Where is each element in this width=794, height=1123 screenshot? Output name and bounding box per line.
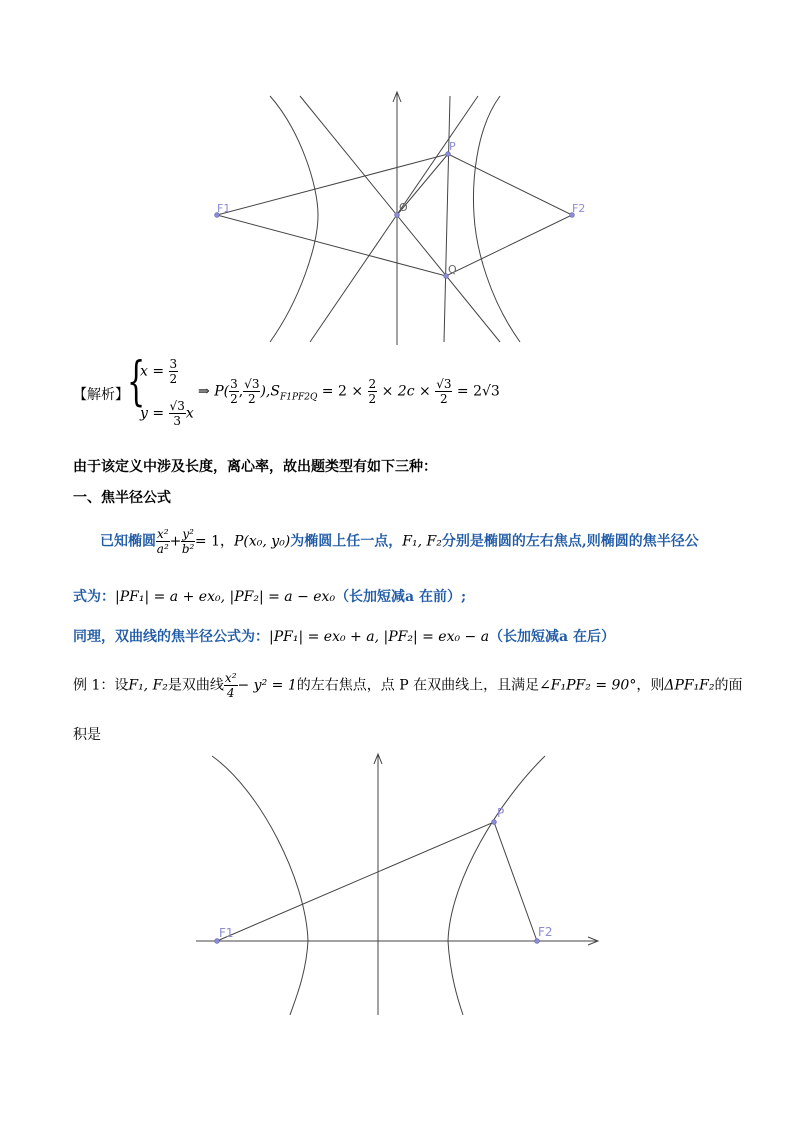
asymptote-1 xyxy=(300,96,500,342)
num: 3 xyxy=(169,357,178,371)
system-eq-y xyxy=(140,400,194,427)
num: 3 xyxy=(230,377,238,391)
ex-angle: ∠F₁PF₂ = 90° xyxy=(539,677,637,694)
hyper-text-a: 同理，双曲线的焦半径公式为： xyxy=(73,629,269,645)
num: 2 xyxy=(368,377,377,391)
ellipse-text-d: 式为： xyxy=(73,589,115,605)
solution-brace: { xyxy=(127,352,146,412)
triangle-pf1f2 xyxy=(217,822,537,941)
section-heading-1: 一、焦半径公式 xyxy=(73,490,171,506)
ellipse-formula-line xyxy=(73,586,466,606)
ellipse-formula: |PF₁| = a + ex₀, |PF₂| = a − ex₀ xyxy=(115,589,336,605)
hyper-formula: |PF₁| = ex₀ + a, |PF₂| = ex₀ − a xyxy=(269,629,490,645)
num: √3 xyxy=(244,377,260,391)
label-p: P xyxy=(449,140,456,153)
left-branch xyxy=(270,96,318,342)
hyperbola-formula-line xyxy=(73,626,615,646)
ex-eq: − y² = 1 xyxy=(237,677,297,694)
label-p: P xyxy=(497,806,505,820)
hyper-note: （长加短减a 在后） xyxy=(489,629,616,645)
num: x² xyxy=(224,671,237,685)
sys-x-frac xyxy=(169,358,179,385)
den: 3 xyxy=(173,414,181,428)
area-eq: = 2 × xyxy=(317,383,364,400)
plus: + xyxy=(169,533,182,550)
ex-text-d: ，则 xyxy=(636,677,665,694)
area-mid: × 2c × xyxy=(381,383,431,400)
ellipse-foci: F₁, F₂ xyxy=(402,533,442,550)
right-branch xyxy=(448,756,545,1015)
p-label: P( xyxy=(214,383,230,400)
den: b² xyxy=(181,542,195,556)
label-o: O xyxy=(399,201,408,214)
ex-tri: ΔPF₁F₂ xyxy=(664,677,715,694)
den: 4 xyxy=(226,686,235,700)
ellipse-frac-2 xyxy=(181,528,195,555)
area-result: = 2√3 xyxy=(456,383,500,400)
ex-text-c: 的左右焦点，点 P 在双曲线上，且满足 xyxy=(296,677,540,694)
ex-text-b: 是双曲线 xyxy=(167,677,224,694)
p-x-frac xyxy=(229,378,239,405)
solution-tag: 【解析】 xyxy=(73,387,129,403)
ellipse-note: （长加短减a 在前）; xyxy=(335,589,467,605)
den: 2 xyxy=(368,392,377,406)
label-q: Q xyxy=(448,263,457,276)
ellipse-point: P(x₀, y₀) xyxy=(234,533,291,550)
example-1 xyxy=(73,672,743,699)
num: x² xyxy=(157,527,169,541)
den: 2 xyxy=(230,392,238,406)
sys-y-lhs: y = xyxy=(140,405,165,422)
figure-hyperbola-1 xyxy=(0,90,794,350)
label-f2: F2 xyxy=(538,925,553,939)
sys-y-frac xyxy=(169,400,186,427)
num: √3 xyxy=(169,399,185,413)
right-branch xyxy=(473,96,520,342)
ellipse-frac-1 xyxy=(156,528,170,555)
figure-hyperbola-2 xyxy=(0,750,794,1020)
area-lhs: ),S xyxy=(260,383,280,400)
label-f1: F1 xyxy=(217,202,231,215)
ellipse-text-c: 分别是椭圆的左右焦点,则椭圆的焦半径公 xyxy=(441,533,699,550)
ellipse-text-b: 为椭圆上任一点， xyxy=(290,533,403,550)
ex-foci: F₁, F₂ xyxy=(128,677,168,694)
asymptote-2 xyxy=(310,96,478,342)
ex-frac xyxy=(224,672,238,699)
point-f2 xyxy=(535,939,540,944)
p-y-frac xyxy=(243,378,260,405)
sys-y-var: x xyxy=(185,405,194,422)
system-eq-x xyxy=(140,358,178,385)
den: 2 xyxy=(169,372,178,386)
area-frac-3 xyxy=(435,378,452,405)
den: 2 xyxy=(247,392,256,406)
implies: ⇒ xyxy=(198,383,210,400)
den: 2 xyxy=(440,392,448,406)
area-sub: F1PF2Q xyxy=(279,392,318,403)
point-p xyxy=(492,820,497,825)
solution-result xyxy=(198,378,500,405)
left-branch xyxy=(212,756,308,1015)
ex-text-a: 例 1：设 xyxy=(73,677,129,694)
line-pq xyxy=(444,96,450,342)
sys-x-lhs: x = xyxy=(140,363,165,380)
example-1-cont: 积是 xyxy=(73,727,101,743)
area-frac-2 xyxy=(368,378,378,405)
num: y² xyxy=(182,527,194,541)
ellipse-eq: = 1， xyxy=(194,533,234,550)
label-f2: F2 xyxy=(572,202,586,215)
label-f1: F1 xyxy=(219,926,234,940)
num: √3 xyxy=(436,377,452,391)
ex-text-e: 的面 xyxy=(714,677,743,694)
p-sep: , xyxy=(238,383,244,400)
ellipse-text-a: 已知椭圆 xyxy=(100,533,156,550)
ellipse-statement xyxy=(100,528,699,555)
intro-text: 由于该定义中涉及长度，离心率，故出题类型有如下三种： xyxy=(73,459,437,475)
den: a² xyxy=(156,542,169,556)
